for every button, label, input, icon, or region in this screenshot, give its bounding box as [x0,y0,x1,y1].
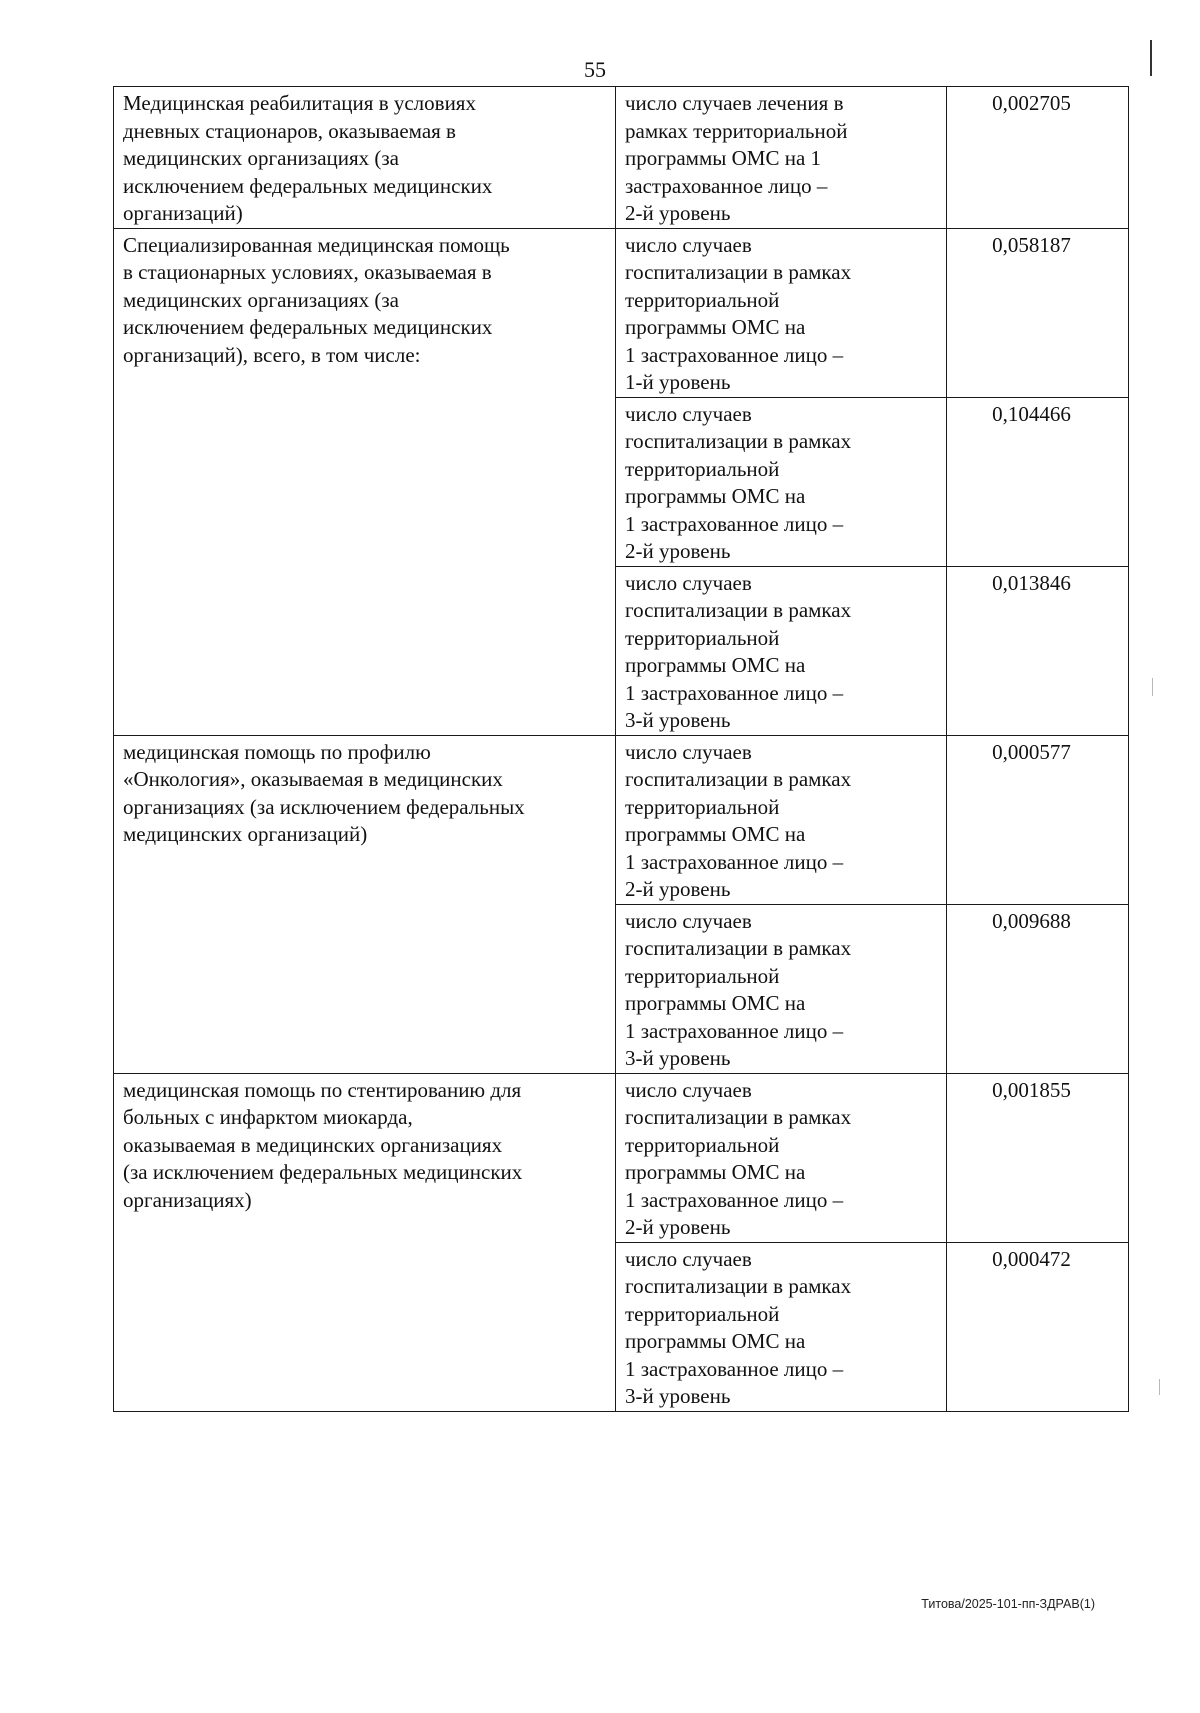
value-cell: 0,000472 [947,1242,1129,1411]
scan-artifact [1150,40,1152,76]
value-cell: 0,002705 [947,87,1129,229]
scan-artifact [1159,1379,1160,1395]
unit-cell: число случаев госпитализации в рамках территориальной программы ОМС на 1 застрахованное лицо – 3-й уровень [616,904,947,1073]
indicators-table [113,86,1129,1412]
unit-cell: число случаев госпитализации в рамках территориальной программы ОМС на 1 застрахованное лицо – 2-й уровень [616,1073,947,1242]
unit-cell: число случаев госпитализации в рамках территориальной программы ОМС на 1 застрахованное лицо – 3-й уровень [616,1242,947,1411]
page-number: 55 [584,57,606,82]
table-row [114,228,1129,397]
care-type-cell: медицинская помощь по стентированию для больных с инфарктом миокарда, оказываемая в медицинских организациях (за исключением федеральных медицинских организациях) [114,1073,616,1411]
table-row [114,1073,1129,1242]
unit-cell: число случаев лечения в рамках территориальной программы ОМС на 1 застрахованное лицо – 2-й уровень [616,87,947,229]
table-row [114,87,1129,229]
unit-cell: число случаев госпитализации в рамках территориальной программы ОМС на 1 застрахованное лицо – 2-й уровень [616,735,947,904]
value-cell: 0,000577 [947,735,1129,904]
care-type-cell: Медицинская реабилитация в условиях дневных стационаров, оказываемая в медицинских организациях (за исключением федеральных медицинских организаций) [114,87,616,229]
document-registration-code: Титова/2025-101-пп-ЗДРАВ(1) [921,1597,1095,1611]
care-type-cell: Специализированная медицинская помощь в стационарных условиях, оказываемая в медицинских организациях (за исключением федеральных медицинских организаций), всего, в том числе: [114,228,616,735]
care-type-cell: медицинская помощь по профилю «Онкология», оказываемая в медицинских организациях (за исключением федеральных медицинских организаций) [114,735,616,1073]
unit-cell: число случаев госпитализации в рамках территориальной программы ОМС на 1 застрахованное лицо – 2-й уровень [616,397,947,566]
table-row [114,735,1129,904]
scan-artifact [1152,678,1153,696]
unit-cell: число случаев госпитализации в рамках территориальной программы ОМС на 1 застрахованное лицо – 3-й уровень [616,566,947,735]
value-cell: 0,009688 [947,904,1129,1073]
value-cell: 0,001855 [947,1073,1129,1242]
unit-cell: число случаев госпитализации в рамках территориальной программы ОМС на 1 застрахованное лицо – 1-й уровень [616,228,947,397]
value-cell: 0,104466 [947,397,1129,566]
value-cell: 0,013846 [947,566,1129,735]
value-cell: 0,058187 [947,228,1129,397]
